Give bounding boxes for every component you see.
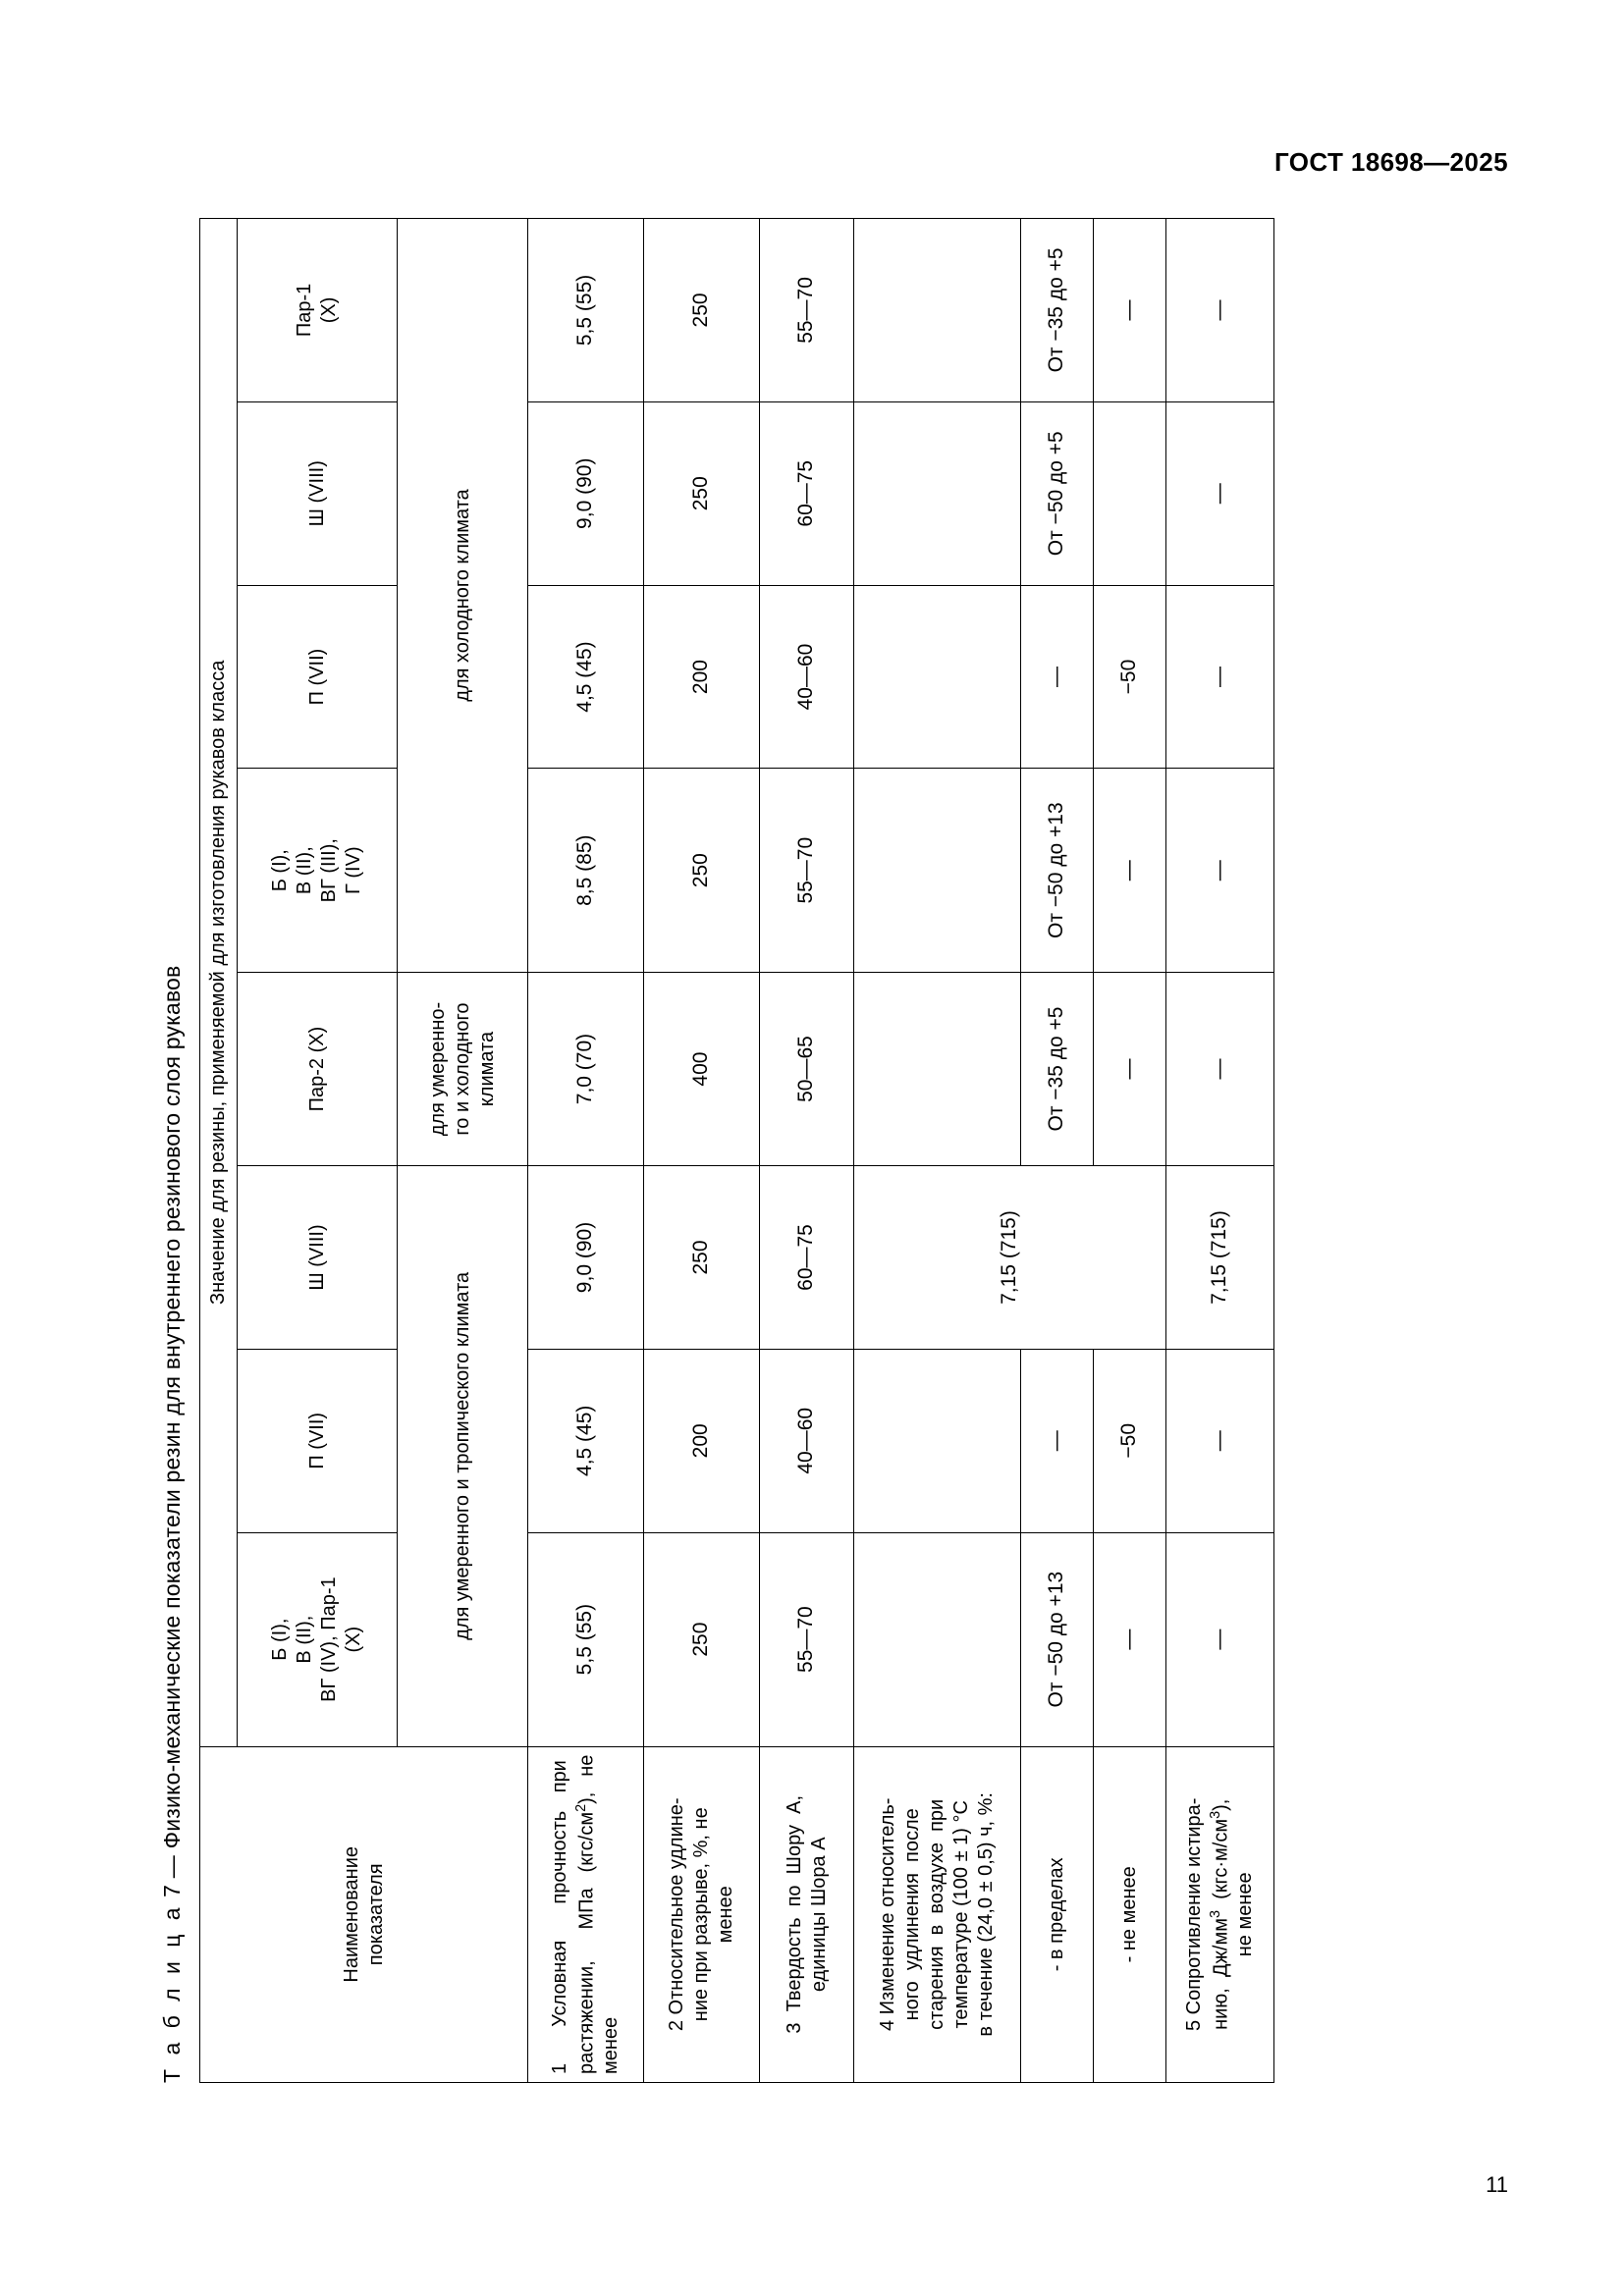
table-caption-number: 7	[159, 1884, 185, 1897]
cell-value: 250	[644, 768, 760, 972]
row-label-within-limits: - в пределах	[1021, 1746, 1094, 2082]
column-header-name	[200, 1746, 528, 2082]
cell-value: 60—75	[760, 401, 854, 585]
column-header-name-line2: показателя	[364, 1862, 387, 1965]
cell-value: −50	[1094, 1349, 1166, 1532]
cell-value	[854, 401, 1021, 585]
cell-value: 55—70	[760, 218, 854, 401]
cell-value: −50	[1094, 585, 1166, 769]
cell-value: —	[1166, 768, 1274, 972]
cell-value: 40—60	[760, 585, 854, 769]
climate-group-moderate-cold: для умеренно- го и холодного климата	[398, 972, 528, 1165]
cell-value: 9,0 (90)	[528, 401, 644, 585]
cell-value: —	[1166, 585, 1274, 769]
cell-value: От −35 до +5	[1021, 972, 1094, 1165]
cell-value: 55—70	[760, 1532, 854, 1746]
page-number: 11	[1486, 2172, 1508, 2197]
row-label-tensile-strength: 1 Условная прочность при растяжении, МПа $(кгс/см^2)$, не менее	[528, 1746, 644, 2082]
cell-value: —	[1166, 972, 1274, 1165]
column-header-class-4: Пар-2 (X)	[238, 972, 398, 1165]
cell-value: 250	[644, 218, 760, 401]
cell-value: —	[1166, 401, 1274, 585]
row-label-not-less-than: - не менее	[1094, 1746, 1166, 2082]
cell-value: —	[1166, 1532, 1274, 1746]
cell-value: 50—65	[760, 972, 854, 1165]
climate-group-moderate-tropical: для умеренного и тропического климата	[398, 1165, 528, 1745]
cell-value: 200	[644, 585, 760, 769]
cell-value	[854, 1532, 1021, 1746]
cell-value: —	[1094, 768, 1166, 972]
cell-value: 7,15 (715)	[1166, 1165, 1274, 1349]
row-label-elongation-at-break: 2 Относительное удлине- ние при разрыве, %, не менее	[644, 1746, 760, 2082]
cell-value: От −50 до +13	[1021, 1532, 1094, 1746]
column-header-class-1: Б (I), В (II), ВГ (IV), Пар-1 (X)	[238, 1532, 398, 1746]
table-row	[1094, 218, 1166, 2082]
table-row	[1021, 218, 1094, 2082]
column-header-class-5: Б (I), В (II), ВГ (III), Г (IV)	[238, 768, 398, 972]
column-header-class-6: П (VII)	[238, 585, 398, 769]
document-standard-number: ГОСТ 18698—2025	[1274, 147, 1508, 177]
column-header-class-3: Ш (VIII)	[238, 1165, 398, 1349]
cell-value: От −50 до +13	[1021, 768, 1094, 972]
row-label-shore-hardness: 3 Твердость по Шору А, единицы Шора А	[760, 1746, 854, 2082]
cell-value	[854, 768, 1021, 972]
cell-value: 9,0 (90)	[528, 1165, 644, 1349]
table-row	[528, 218, 644, 2082]
physical-mechanical-properties-table	[199, 218, 1274, 2083]
cell-value: 4,5 (45)	[528, 1349, 644, 1532]
column-header-group: Значение для резины, применяемой для изготовления рукавов класса	[200, 218, 238, 1746]
cell-value	[1094, 401, 1166, 585]
cell-value: —	[1094, 972, 1166, 1165]
cell-value	[854, 972, 1021, 1165]
table-row	[1166, 218, 1274, 2082]
cell-value-abrasion-span: 7,15 (715)	[854, 1165, 1166, 1349]
cell-value: —	[1094, 218, 1166, 401]
table-row	[854, 218, 1021, 2082]
cell-value: 55—70	[760, 768, 854, 972]
cell-value: —	[1166, 1349, 1274, 1532]
cell-value: 5,5 (55)	[528, 1532, 644, 1746]
cell-value: 400	[644, 972, 760, 1165]
row-label-elongation-change-after-aging: 4 Изменение относитель- ного удлинения после старения в воздухе при температуре (100 ± 1) °С в течение (24,0 ± 0,5) ч, %:	[854, 1746, 1021, 2082]
cell-value: 250	[644, 1532, 760, 1746]
cell-value: 60—75	[760, 1165, 854, 1349]
cell-value: —	[1021, 1349, 1094, 1532]
column-header-name-line1: Наименование	[340, 1845, 362, 1983]
table-header-row-group	[200, 218, 238, 2082]
column-header-class-7: Ш (VIII)	[238, 401, 398, 585]
cell-value	[854, 218, 1021, 401]
cell-value: От −50 до +5	[1021, 401, 1094, 585]
cell-value: 200	[644, 1349, 760, 1532]
cell-value: 7,0 (70)	[528, 972, 644, 1165]
climate-group-cold: для холодного климата	[398, 218, 528, 972]
table-row	[760, 218, 854, 2082]
cell-value	[854, 585, 1021, 769]
row-label-abrasion-resistance: 5 Сопротивление истира- нию, $Дж/мм^3$ $(кгс\cdot м/см^3)$, не менее	[1166, 1746, 1274, 2082]
cell-value: —	[1094, 1532, 1166, 1746]
table-row	[644, 218, 760, 2082]
cell-value	[854, 1349, 1021, 1532]
cell-value: 250	[644, 1165, 760, 1349]
cell-value: 5,5 (55)	[528, 218, 644, 401]
table-caption-prefix: Т а б л и ц а	[159, 1902, 185, 2083]
cell-value: От −35 до +5	[1021, 218, 1094, 401]
table-caption	[159, 177, 186, 2083]
cell-value: —	[1021, 585, 1094, 769]
cell-value: 250	[644, 401, 760, 585]
table-caption-text: — Физико-механические показатели резин для внутреннего резинового слоя рукавов	[159, 965, 185, 1878]
cell-value: 8,5 (85)	[528, 768, 644, 972]
cell-value: —	[1166, 218, 1274, 401]
cell-value: 4,5 (45)	[528, 585, 644, 769]
column-header-class-8: Пар-1 (X)	[238, 218, 398, 401]
column-header-class-2: П (VII)	[238, 1349, 398, 1532]
cell-value: 40—60	[760, 1349, 854, 1532]
